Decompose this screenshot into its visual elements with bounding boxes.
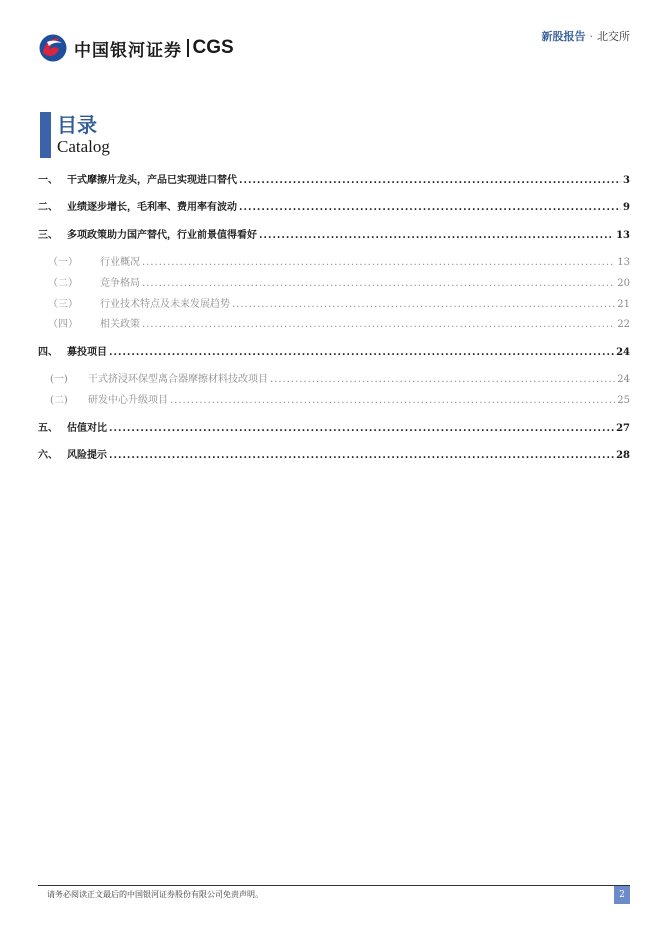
toc-entry[interactable] bbox=[38, 346, 630, 360]
toc-entry-number: 一、 bbox=[38, 175, 58, 186]
toc-entry-number: 五、 bbox=[38, 423, 58, 434]
toc-subentry-page: 21 bbox=[617, 299, 630, 310]
toc-subentry-number: （一） bbox=[48, 257, 78, 268]
toc-subentry-number: (一) bbox=[50, 374, 68, 385]
page-header bbox=[0, 0, 662, 70]
toc-leader-dots bbox=[170, 394, 615, 408]
toc-entry-number: 三、 bbox=[38, 230, 58, 241]
toc-entry[interactable] bbox=[38, 174, 630, 188]
toc-subentry-title: 相关政策 bbox=[100, 319, 140, 330]
toc-title-chinese: 目录 bbox=[57, 113, 97, 137]
toc-entry[interactable] bbox=[38, 422, 630, 436]
exchange-name: 北交所 bbox=[597, 30, 630, 43]
toc-leader-dots bbox=[142, 256, 615, 270]
toc-entry-number: 六、 bbox=[38, 450, 58, 461]
toc-subentry-number: （四） bbox=[48, 319, 78, 330]
logo-chinese-name: 中国银河证券 bbox=[74, 40, 182, 61]
logo-english-name: CGS bbox=[192, 37, 234, 58]
toc-entry-title: 业绩逐步增长，毛利率、费用率有波动 bbox=[67, 202, 237, 213]
toc-title-english: Catalog bbox=[57, 137, 110, 156]
toc-entry-title: 风险提示 bbox=[67, 450, 107, 461]
toc-entry-page: 3 bbox=[623, 175, 630, 186]
toc-subentry-page: 20 bbox=[617, 278, 630, 289]
toc-entry-page: 9 bbox=[623, 202, 630, 213]
toc-subentry-page: 22 bbox=[617, 319, 630, 330]
footer-divider bbox=[38, 885, 630, 886]
toc-leader-dots bbox=[142, 318, 615, 332]
toc-leader-dots bbox=[232, 298, 615, 312]
toc-entry-title: 多项政策助力国产替代，行业前景值得看好 bbox=[67, 230, 257, 241]
toc-entry-page: 27 bbox=[616, 423, 630, 434]
toc-subentry-title: 研发中心升级项目 bbox=[88, 395, 168, 406]
toc-subentry[interactable] bbox=[48, 298, 630, 312]
toc-leader-dots bbox=[109, 422, 614, 436]
toc-subentry[interactable] bbox=[50, 394, 630, 408]
toc-leader-dots bbox=[239, 174, 621, 188]
toc-subentry[interactable] bbox=[48, 277, 630, 291]
toc-entry[interactable] bbox=[38, 201, 630, 215]
toc-leader-dots bbox=[259, 229, 614, 243]
toc-entry-title: 干式摩擦片龙头，产品已实现进口替代 bbox=[67, 175, 237, 186]
toc-leader-dots bbox=[109, 449, 614, 463]
toc-entry[interactable] bbox=[38, 229, 630, 243]
toc-leader-dots bbox=[270, 373, 615, 387]
toc-subentry-number: （三） bbox=[48, 299, 78, 310]
toc-entry-page: 28 bbox=[616, 450, 630, 461]
report-separator: · bbox=[589, 30, 593, 43]
toc-subentry[interactable] bbox=[48, 318, 630, 332]
footer-disclaimer: 请务必阅读正文最后的中国银河证券股份有限公司免责声明。 bbox=[47, 890, 263, 899]
toc-subentry-title: 行业概况 bbox=[100, 257, 140, 268]
cgs-logo-icon bbox=[38, 33, 68, 63]
toc-entry-page: 24 bbox=[616, 347, 630, 358]
toc-leader-dots bbox=[239, 201, 621, 215]
toc-accent-bar bbox=[40, 112, 51, 158]
toc-subentry-title: 竞争格局 bbox=[100, 278, 140, 289]
toc-entry-page: 13 bbox=[616, 230, 630, 241]
toc-entry[interactable] bbox=[38, 449, 630, 463]
company-logo bbox=[38, 33, 234, 63]
report-category: 新股报告 bbox=[541, 30, 586, 43]
logo-divider bbox=[187, 39, 189, 57]
page-number: 2 bbox=[614, 886, 630, 904]
toc-subentry[interactable] bbox=[50, 373, 630, 387]
toc-subentry-title: 行业技术特点及未来发展趋势 bbox=[100, 299, 230, 310]
toc-entry-title: 估值对比 bbox=[67, 423, 107, 434]
toc-subentry-title: 干式挤浸环保型离合器摩擦材料技改项目 bbox=[88, 374, 268, 385]
toc-subentry-page: 25 bbox=[617, 395, 630, 406]
toc-subentry-number: (二) bbox=[50, 395, 68, 406]
toc-leader-dots bbox=[142, 277, 615, 291]
toc-subentry-number: （二） bbox=[48, 278, 78, 289]
toc-entry-title: 募投项目 bbox=[67, 347, 107, 358]
report-type-label bbox=[542, 28, 631, 44]
toc-subentry-page: 13 bbox=[617, 257, 630, 268]
toc-entry-number: 二、 bbox=[38, 202, 58, 213]
toc-entry-number: 四、 bbox=[38, 347, 58, 358]
toc-subentry-page: 24 bbox=[617, 374, 630, 385]
toc-leader-dots bbox=[109, 346, 614, 360]
toc-subentry[interactable] bbox=[48, 256, 630, 270]
